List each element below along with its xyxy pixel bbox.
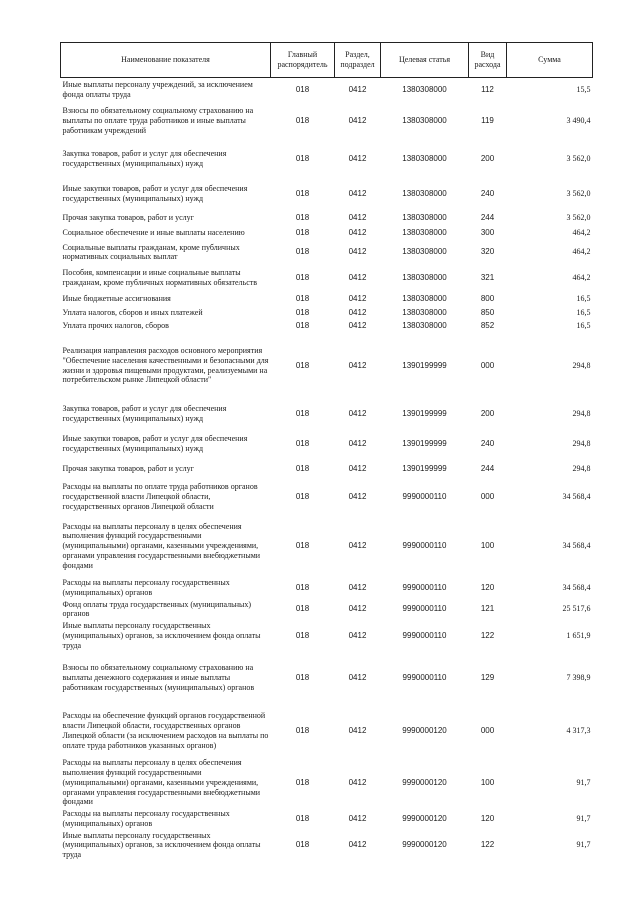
row-section-code: 0412 — [348, 307, 367, 317]
row-section-code: 0412 — [348, 212, 367, 222]
row-section-code: 0412 — [348, 247, 367, 257]
table-row — [61, 599, 593, 621]
row-target-code: 1390199999 — [402, 464, 447, 474]
row-target-code: 9990000120 — [402, 840, 447, 850]
row-sum: 34 568,4 — [562, 492, 591, 502]
row-target-code: 9990000110 — [402, 541, 447, 551]
table-row — [61, 830, 593, 861]
row-admin-code: 018 — [295, 320, 310, 330]
row-admin-code: 018 — [295, 725, 310, 735]
row-section-code: 0412 — [348, 84, 367, 94]
row-sum: 34 568,4 — [562, 541, 591, 551]
header-name: Наименование показателя — [61, 43, 271, 78]
table-row — [61, 332, 593, 399]
row-name: Иные выплаты персоналу учреждений, за исключением фонда оплаты труда — [62, 80, 253, 99]
row-admin-code: 018 — [295, 247, 310, 257]
row-target-code: 1380308000 — [402, 84, 447, 94]
row-target-code: 9990000110 — [402, 582, 447, 592]
table-row — [61, 459, 593, 479]
row-sum: 34 568,4 — [562, 582, 591, 592]
row-kind-code: 244 — [480, 212, 495, 222]
row-section-code: 0412 — [348, 188, 367, 198]
row-sum: 464,2 — [572, 247, 591, 257]
table-body — [61, 78, 593, 861]
row-target-code: 1380308000 — [402, 188, 447, 198]
row-name: Реализация направления расходов основного мероприятия "Обеспечение населения качественными и безопасными для жизни и здоровья пищевыми продуктами, реализуемыми на потребительском рынке Липецкой области" — [62, 346, 269, 385]
row-target-code: 1380308000 — [402, 320, 447, 330]
row-section-code: 0412 — [348, 725, 367, 735]
row-section-code: 0412 — [348, 840, 367, 850]
row-section-code: 0412 — [348, 464, 367, 474]
table-row — [61, 319, 593, 332]
table-row — [61, 399, 593, 429]
row-target-code: 9990000110 — [402, 672, 447, 682]
row-section-code: 0412 — [348, 153, 367, 163]
row-target-code: 9990000110 — [402, 492, 447, 502]
row-kind-code: 122 — [480, 840, 495, 850]
row-name: Социальное обеспечение и иные выплаты населению — [62, 228, 245, 238]
row-name: Иные выплаты персоналу государственных (муниципальных) органов, за исключением фонда оплаты труда — [62, 621, 261, 650]
row-name: Взносы по обязательному социальному страхованию на выплаты денежного содержания и иные выплаты работникам государственных (муниципальных) органов — [62, 663, 255, 692]
row-sum: 3 562,0 — [566, 212, 591, 222]
row-kind-code: 121 — [480, 604, 495, 614]
row-sum: 294,8 — [572, 360, 591, 370]
table-row — [61, 651, 593, 704]
table-row — [61, 225, 593, 242]
row-name: Иные закупки товаров, работ и услуг для обеспечения государственных (муниципальных) нужд — [62, 183, 248, 203]
row-sum: 464,2 — [572, 272, 591, 282]
row-name: Социальные выплаты гражданам, кроме публичных нормативных социальных выплат — [62, 242, 240, 262]
row-target-code: 1380308000 — [402, 212, 447, 222]
row-section-code: 0412 — [348, 116, 367, 126]
row-name: Закупка товаров, работ и услуг для обеспечения государственных (муниципальных) нужд — [62, 404, 227, 423]
row-admin-code: 018 — [295, 464, 310, 474]
row-admin-code: 018 — [295, 272, 310, 282]
row-sum: 294,8 — [572, 464, 591, 474]
row-kind-code: 000 — [480, 492, 495, 502]
row-kind-code: 119 — [481, 116, 494, 126]
row-admin-code: 018 — [295, 604, 310, 614]
row-target-code: 1380308000 — [402, 116, 447, 126]
row-name: Расходы на выплаты по оплате труда работников органов государственной власти Липецкой области, государственных органов Липецкой области — [62, 482, 258, 511]
row-section-code: 0412 — [348, 272, 367, 282]
row-section-code: 0412 — [348, 360, 367, 370]
table-row — [61, 211, 593, 225]
row-sum: 25 517,6 — [562, 604, 591, 614]
row-section-code: 0412 — [348, 630, 367, 640]
row-admin-code: 018 — [295, 439, 310, 449]
row-section-code: 0412 — [348, 409, 367, 419]
row-name: Иные выплаты персоналу государственных (муниципальных) органов, за исключением фонда оплаты труда — [62, 830, 261, 859]
row-kind-code: 100 — [480, 777, 495, 787]
header-kind: Вид расхода — [469, 43, 507, 78]
row-section-code: 0412 — [348, 294, 367, 304]
row-admin-code: 018 — [295, 212, 310, 222]
row-admin-code: 018 — [295, 492, 310, 502]
table-row — [61, 141, 593, 177]
row-admin-code: 018 — [295, 360, 310, 370]
row-admin-code: 018 — [295, 840, 310, 850]
row-target-code: 9990000120 — [402, 777, 447, 787]
table-row — [61, 515, 593, 577]
row-kind-code: 122 — [480, 630, 495, 640]
table-row — [61, 577, 593, 599]
row-admin-code: 018 — [295, 228, 310, 238]
row-target-code: 1380308000 — [402, 153, 447, 163]
row-admin-code: 018 — [295, 153, 310, 163]
row-target-code: 1380308000 — [402, 307, 447, 317]
row-target-code: 1380308000 — [402, 228, 447, 238]
row-kind-code: 800 — [480, 294, 495, 304]
row-sum: 16,5 — [576, 307, 591, 317]
row-sum: 16,5 — [576, 320, 591, 330]
row-target-code: 9990000120 — [402, 725, 447, 735]
row-section-code: 0412 — [348, 492, 367, 502]
row-kind-code: 000 — [480, 725, 495, 735]
table-row — [61, 242, 593, 264]
row-section-code: 0412 — [348, 439, 367, 449]
table-row — [61, 704, 593, 757]
row-target-code: 1380308000 — [402, 272, 447, 282]
row-name: Прочая закупка товаров, работ и услуг — [62, 464, 194, 474]
row-sum: 294,8 — [572, 439, 591, 449]
row-admin-code: 018 — [295, 188, 310, 198]
row-name: Расходы на выплаты персоналу в целях обеспечения выполнения функций государственными (муниципальными) органами, казенными учреждениями, органами управления государственными внебюджетными фондами — [62, 758, 261, 807]
row-kind-code: 200 — [480, 153, 495, 163]
row-section-code: 0412 — [348, 604, 367, 614]
header-target: Целевая статья — [381, 43, 469, 78]
row-admin-code: 018 — [295, 777, 310, 787]
row-admin-code: 018 — [295, 294, 310, 304]
row-kind-code: 000 — [480, 360, 495, 370]
row-target-code: 9990000110 — [402, 630, 447, 640]
row-sum: 15,5 — [576, 84, 591, 94]
row-admin-code: 018 — [295, 541, 310, 551]
row-target-code: 1390199999 — [402, 360, 447, 370]
row-section-code: 0412 — [348, 813, 367, 823]
budget-table — [60, 42, 593, 861]
row-kind-code: 120 — [480, 813, 495, 823]
row-admin-code: 018 — [295, 630, 310, 640]
row-section-code: 0412 — [348, 582, 367, 592]
row-target-code: 1380308000 — [402, 247, 447, 257]
row-sum: 3 562,0 — [566, 188, 591, 198]
row-kind-code: 321 — [480, 272, 495, 282]
row-section-code: 0412 — [348, 320, 367, 330]
row-kind-code: 320 — [480, 247, 495, 257]
table-row — [61, 620, 593, 651]
table-row — [61, 292, 593, 306]
row-admin-code: 018 — [295, 672, 310, 682]
row-admin-code: 018 — [295, 409, 310, 419]
row-name: Уплата налогов, сборов и иных платежей — [62, 307, 203, 317]
row-section-code: 0412 — [348, 228, 367, 238]
row-sum: 3 490,4 — [566, 116, 591, 126]
row-name: Расходы на обеспечение функций органов государственной власти Липецкой области, государственных органов Липецкой области (за исключением расходов на выплаты по оплате труда работников указанных органов) — [62, 711, 269, 750]
row-kind-code: 300 — [480, 228, 495, 238]
table-row — [61, 479, 593, 515]
row-kind-code: 112 — [481, 84, 494, 94]
row-sum: 294,8 — [572, 409, 591, 419]
row-target-code: 1390199999 — [402, 409, 447, 419]
row-sum: 3 562,0 — [566, 153, 591, 163]
row-name: Уплата прочих налогов, сборов — [62, 320, 169, 330]
table-row — [61, 177, 593, 211]
header-admin: Главный распорядитель — [271, 43, 335, 78]
row-target-code: 9990000120 — [402, 813, 447, 823]
row-kind-code: 244 — [480, 464, 495, 474]
row-admin-code: 018 — [295, 582, 310, 592]
row-kind-code: 240 — [480, 439, 495, 449]
row-name: Прочая закупка товаров, работ и услуг — [62, 212, 194, 222]
row-sum: 464,2 — [572, 228, 591, 238]
row-name: Взносы по обязательному социальному страхованию на выплаты по оплате труда работников и иные выплаты работникам учреждений — [62, 106, 254, 135]
row-kind-code: 120 — [480, 582, 495, 592]
row-admin-code: 018 — [295, 116, 310, 126]
header-section: Раздел, подраздел — [335, 43, 381, 78]
row-sum: 91,7 — [576, 840, 591, 850]
table-row — [61, 102, 593, 141]
row-name: Расходы на выплаты персоналу государственных (муниципальных) органов — [62, 578, 230, 597]
row-sum: 91,7 — [576, 777, 591, 787]
row-name: Фонд оплаты труда государственных (муниципальных) органов — [62, 599, 252, 619]
row-sum: 16,5 — [576, 294, 591, 304]
row-section-code: 0412 — [348, 541, 367, 551]
row-kind-code: 200 — [480, 409, 495, 419]
row-kind-code: 100 — [480, 541, 495, 551]
table-row — [61, 808, 593, 830]
row-sum: 91,7 — [576, 813, 591, 823]
row-sum: 7 398,9 — [566, 672, 591, 682]
row-kind-code: 852 — [480, 320, 495, 330]
row-section-code: 0412 — [348, 777, 367, 787]
table-row — [61, 78, 593, 102]
row-name: Расходы на выплаты персоналу государственных (муниципальных) органов — [62, 809, 230, 828]
row-sum: 4 317,3 — [566, 725, 591, 735]
row-target-code: 1390199999 — [402, 439, 447, 449]
row-kind-code: 129 — [480, 672, 495, 682]
row-admin-code: 018 — [295, 84, 310, 94]
row-target-code: 9990000110 — [402, 604, 447, 614]
table-row — [61, 429, 593, 459]
table-row — [61, 263, 593, 292]
row-name: Закупка товаров, работ и услуг для обеспечения государственных (муниципальных) нужд — [62, 148, 227, 168]
row-sum: 1 651,9 — [566, 630, 591, 640]
row-name: Иные бюджетные ассигнования — [62, 294, 171, 304]
row-kind-code: 240 — [480, 188, 495, 198]
table-row — [61, 757, 593, 808]
table-header-row — [61, 43, 593, 78]
row-name: Расходы на выплаты персоналу в целях обеспечения выполнения функций государственными (муниципальными) органами, казенными учреждениями, органами управления государственными внебюджетными фондами — [62, 521, 261, 570]
row-admin-code: 018 — [295, 813, 310, 823]
row-name: Пособия, компенсации и иные социальные выплаты гражданам, кроме публичных нормативных обязательств — [62, 267, 258, 287]
row-section-code: 0412 — [348, 672, 367, 682]
row-name: Иные закупки товаров, работ и услуг для обеспечения государственных (муниципальных) нужд — [62, 434, 248, 453]
header-sum: Сумма — [507, 43, 593, 78]
row-admin-code: 018 — [295, 307, 310, 317]
table-row — [61, 306, 593, 319]
row-kind-code: 850 — [480, 307, 495, 317]
row-target-code: 1380308000 — [402, 294, 447, 304]
